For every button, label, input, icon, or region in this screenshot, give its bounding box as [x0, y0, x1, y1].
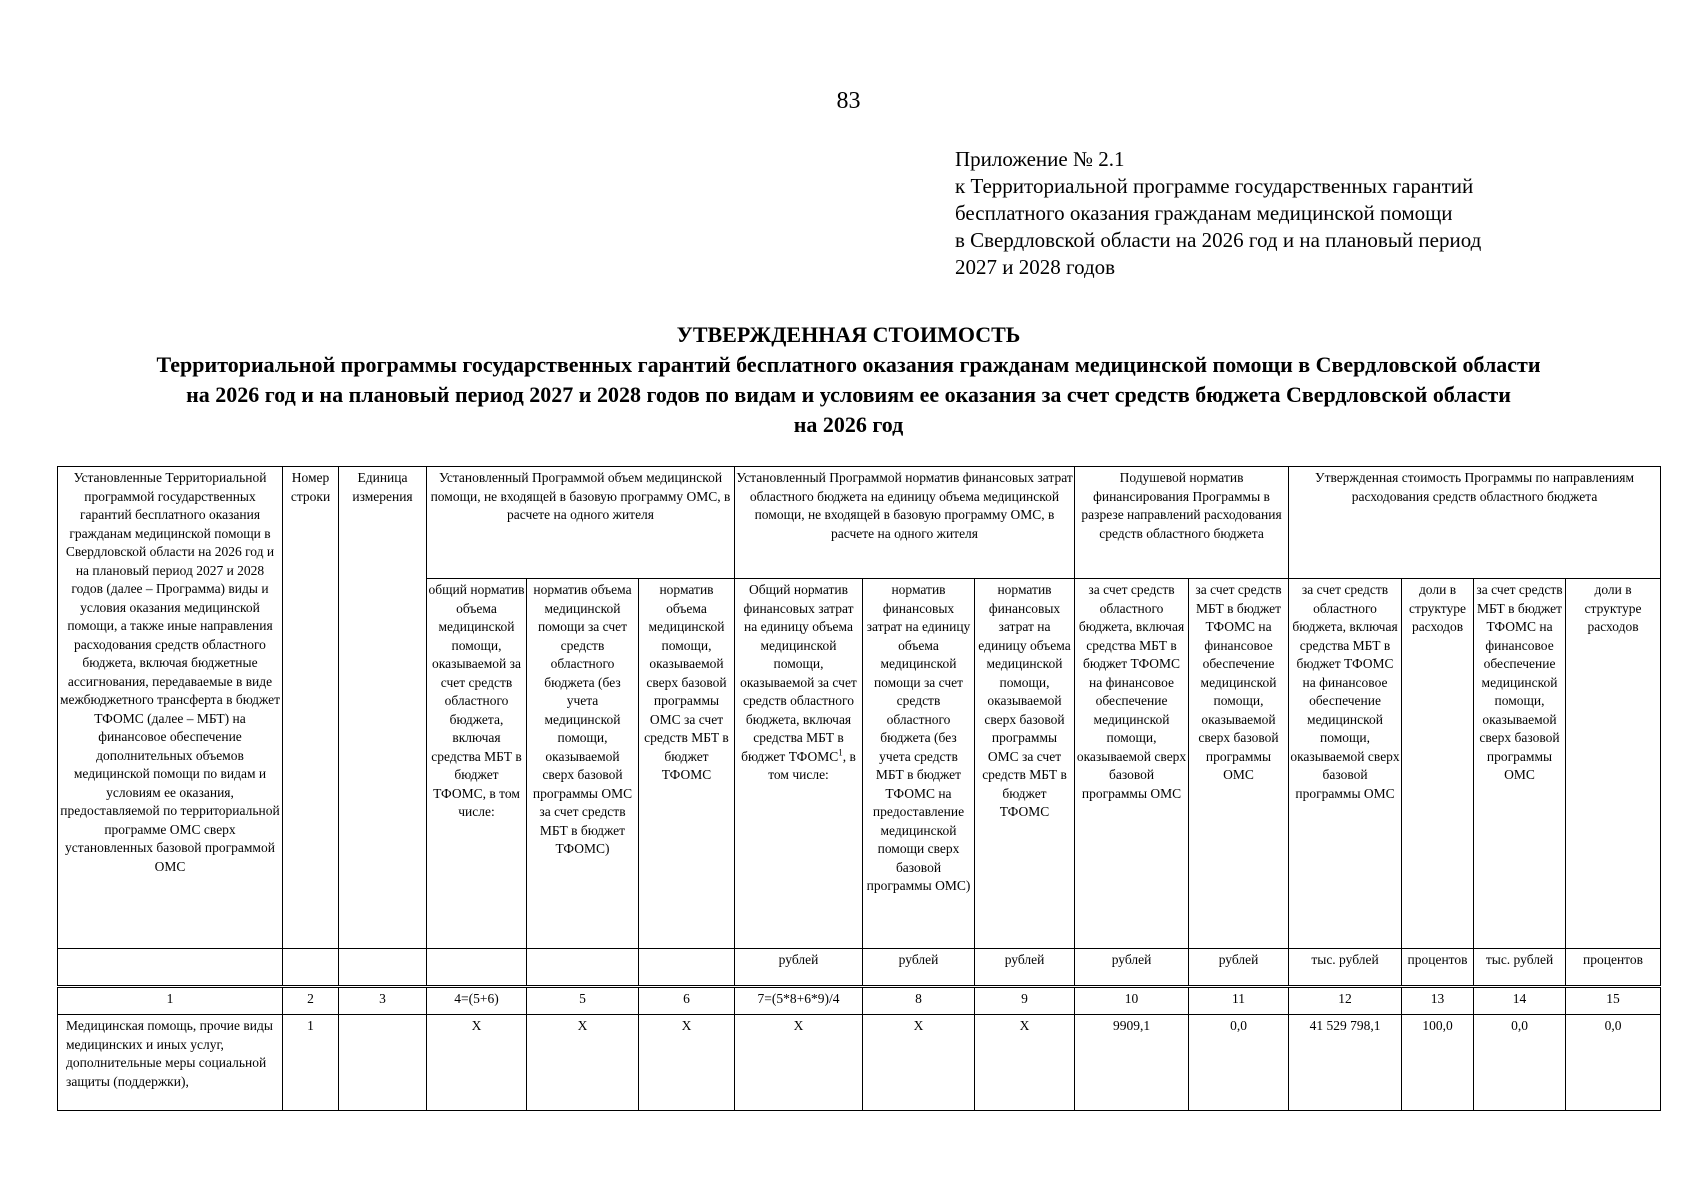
header-col14: за счет средств МБТ в бюджет ТФОМС на финансовое обеспечение медицинской помощи, оказываемой сверх базовой программы ОМС: [1474, 579, 1566, 949]
header-group-cost: Утвержденная стоимость Программы по направлениям расходования средств областного бюджета: [1289, 467, 1661, 579]
unit-cell: тыс. рублей: [1289, 949, 1402, 987]
header-col15: доли в структуре расходов: [1566, 579, 1661, 949]
unit-cell: рублей: [975, 949, 1075, 987]
number-cell: 2: [283, 987, 339, 1015]
unit-cell: [283, 949, 339, 987]
header-col2: Номер строки: [283, 467, 339, 949]
footnote-mark: 1: [838, 747, 843, 757]
number-cell: 4=(5+6): [427, 987, 527, 1015]
cost-table: [57, 466, 1661, 1111]
row-cell: Х: [975, 1015, 1075, 1111]
header-row-groups: [58, 467, 1661, 579]
row-cell: 1: [283, 1015, 339, 1111]
header-col11: за счет средств МБТ в бюджет ТФОМС на финансовое обеспечение медицинской помощи, оказываемой сверх базовой программы ОМС: [1189, 579, 1289, 949]
table-row: [58, 1015, 1661, 1111]
row-cell: Х: [735, 1015, 863, 1111]
unit-cell: тыс. рублей: [1474, 949, 1566, 987]
row-cell: 100,0: [1402, 1015, 1474, 1111]
row-cell: Х: [427, 1015, 527, 1111]
header-group-volume: Установленный Программой объем медицинской помощи, не входящей в базовую программу ОМС, в расчете на одного жителя: [427, 467, 735, 579]
number-cell: 9: [975, 987, 1075, 1015]
number-cell: 13: [1402, 987, 1474, 1015]
document-title: [0, 320, 1697, 440]
appendix-note: [955, 146, 1655, 281]
units-row: [58, 949, 1661, 987]
title-line: УТВЕРЖДЕННАЯ СТОИМОСТЬ: [676, 322, 1021, 347]
number-cell: 11: [1189, 987, 1289, 1015]
unit-cell: [58, 949, 283, 987]
header-col8: норматив финансовых затрат на единицу объема медицинской помощи за счет средств областного бюджета (без учета средств МБТ в бюджет ТФОМС на предоставление медицинской помощи сверх базовой программы ОМС): [863, 579, 975, 949]
unit-cell: процентов: [1402, 949, 1474, 987]
header-col7: [735, 579, 863, 949]
row-cell: 0,0: [1474, 1015, 1566, 1111]
header-col12: за счет средств областного бюджета, включая средства МБТ в бюджет ТФОМС на финансовое обеспечение медицинской помощи, оказываемой сверх базовой программы ОМС: [1289, 579, 1402, 949]
header-group-norm: Установленный Программой норматив финансовых затрат областного бюджета на единицу объема медицинской помощи, не входящей в базовую программу ОМС, в расчете на одного жителя: [735, 467, 1075, 579]
number-cell: 6: [639, 987, 735, 1015]
number-cell: 14: [1474, 987, 1566, 1015]
header-col9: норматив финансовых затрат на единицу объема медицинской помощи, оказываемой сверх базовой программы ОМС за счет средств МБТ в бюджет ТФОМС: [975, 579, 1075, 949]
number-cell: 15: [1566, 987, 1661, 1015]
title-line: на 2026 год и на плановый период 2027 и 2028 годов по видам и условиям ее оказания за счет средств бюджета Свердловской области: [186, 382, 1511, 407]
row-cell: Х: [639, 1015, 735, 1111]
number-cell: 10: [1075, 987, 1189, 1015]
header-col7-text: Общий норматив финансовых затрат на единицу объема медицинской помощи, оказываемой за счет средств областного бюджета, включая средства МБТ в бюджет ТФОМС: [740, 582, 857, 764]
row-cell: Х: [863, 1015, 975, 1111]
header-col13: доли в структуре расходов: [1402, 579, 1474, 949]
unit-cell: [427, 949, 527, 987]
appendix-line: бесплатного оказания гражданам медицинской помощи: [955, 201, 1453, 225]
row-cell: [339, 1015, 427, 1111]
unit-cell: процентов: [1566, 949, 1661, 987]
header-col10: за счет средств областного бюджета, включая средства МБТ в бюджет ТФОМС на финансовое обеспечение медицинской помощи, оказываемой сверх базовой программы ОМС: [1075, 579, 1189, 949]
unit-cell: [339, 949, 427, 987]
number-cell: 12: [1289, 987, 1402, 1015]
header-col4: общий норматив объема медицинской помощи, оказываемой за счет средств областного бюджета, включая средства МБТ в бюджет ТФОМС, в том числе:: [427, 579, 527, 949]
number-cell: 3: [339, 987, 427, 1015]
row-label: Медицинская помощь, прочие виды медицинских и иных услуг, дополнительные меры социальной защиты (поддержки),: [58, 1015, 283, 1111]
number-cell: 5: [527, 987, 639, 1015]
appendix-line: Приложение № 2.1: [955, 147, 1125, 171]
header-col7-suffix: , в том числе:: [768, 748, 856, 782]
unit-cell: рублей: [1189, 949, 1289, 987]
header-col3: Единица измерения: [339, 467, 427, 949]
unit-cell: рублей: [863, 949, 975, 987]
row-cell: 9909,1: [1075, 1015, 1189, 1111]
appendix-line: 2027 и 2028 годов: [955, 255, 1116, 279]
unit-cell: [639, 949, 735, 987]
numbering-row: [58, 987, 1661, 1015]
title-line: на 2026 год: [793, 412, 904, 437]
number-cell: 8: [863, 987, 975, 1015]
unit-cell: рублей: [735, 949, 863, 987]
row-cell: Х: [527, 1015, 639, 1111]
unit-cell: [527, 949, 639, 987]
appendix-line: к Территориальной программе государственных гарантий: [955, 174, 1474, 198]
appendix-line: в Свердловской области на 2026 год и на плановый период: [955, 228, 1482, 252]
unit-cell: рублей: [1075, 949, 1189, 987]
header-col1: Установленные Территориальной программой государственных гарантий бесплатного оказания гражданам медицинской помощи в Свердловской области на 2026 год и на плановый период 2027 и 2028 годов (далее – Программа) виды и условия оказания медицинской помощи, а также иные направления расходования средств областного бюджета, включая бюджетные ассигнования, передаваемые в виде межбюджетного трансферта в бюджет ТФОМС (далее – МБТ) на финансовое обеспечение дополнительных объемов медицинской помощи по видам и условиям ее оказания, предоставляемой по территориальной программе ОМС сверх установленных базовой программой ОМС: [58, 467, 283, 949]
header-col5: норматив объема медицинской помощи за счет средств областного бюджета (без учета медицинской помощи, оказываемой сверх базовой программы ОМС за счет средств МБТ в бюджет ТФОМС): [527, 579, 639, 949]
page-number: 83: [836, 88, 861, 114]
header-col6: норматив объема медицинской помощи, оказываемой сверх базовой программы ОМС за счет средств МБТ в бюджет ТФОМС: [639, 579, 735, 949]
number-cell: 7=(5*8+6*9)/4: [735, 987, 863, 1015]
row-cell: 41 529 798,1: [1289, 1015, 1402, 1111]
row-cell: 0,0: [1189, 1015, 1289, 1111]
row-cell: 0,0: [1566, 1015, 1661, 1111]
title-line: Территориальной программы государственных гарантий бесплатного оказания гражданам медицинской помощи в Свердловской области: [156, 352, 1541, 377]
header-group-percapita: Подушевой норматив финансирования Программы в разрезе направлений расходования средств областного бюджета: [1075, 467, 1289, 579]
number-cell: 1: [58, 987, 283, 1015]
